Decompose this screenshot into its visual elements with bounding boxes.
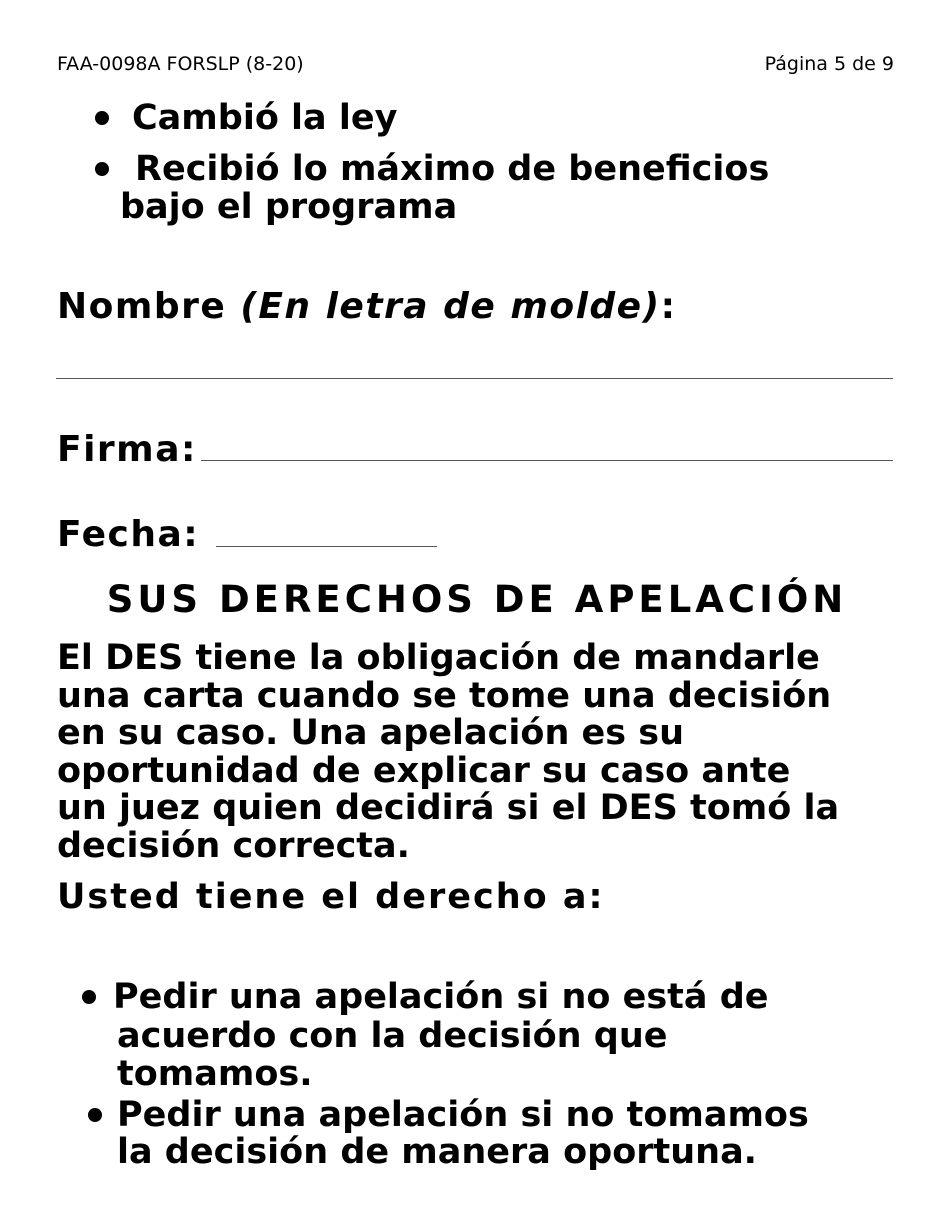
bullet-icon: [95, 111, 109, 125]
paragraph-line: El DES tiene la obligación de mandarle: [57, 638, 820, 678]
name-field-line[interactable]: [56, 378, 893, 379]
name-hint: (En letra de molde): [240, 286, 661, 327]
appeal-paragraph: [57, 640, 839, 865]
paragraph-line: en su caso. Una apelación es su: [57, 713, 685, 753]
name-label-text: Nombre: [57, 286, 241, 327]
list-item-text: Pedir una apelación si no tomamos: [117, 1095, 809, 1135]
list-item-text: bajo el programa: [120, 187, 458, 227]
signature-field-line[interactable]: [201, 460, 893, 461]
date-label: Fecha:: [57, 514, 200, 555]
list-item-text: Cambió la ley: [132, 98, 398, 138]
page-number: Página 5 de 9: [764, 53, 894, 75]
list-item-text: acuerdo con la decisión que: [117, 1016, 668, 1056]
list-item-text: tomamos.: [117, 1054, 313, 1094]
date-field-line[interactable]: [216, 546, 437, 547]
paragraph-line: un juez quien decidirá si el DES tomó la: [57, 788, 840, 828]
name-label: [57, 287, 676, 327]
paragraph-line: oportunidad de explicar su caso ante: [57, 750, 791, 791]
form-id: FAA-0098A FORSLP (8-20): [57, 53, 304, 75]
bullet-icon: [95, 162, 109, 176]
rights-intro: Usted tiene el derecho a:: [57, 877, 605, 917]
paragraph-line: una carta cuando se tome una decisión: [57, 675, 832, 716]
section-title: SUS DERECHOS DE APELACIÓN: [106, 578, 848, 621]
signature-label: Firma:: [57, 429, 197, 470]
list-item-text: Pedir una apelación si no está de: [113, 977, 769, 1017]
list-item-text: la decisión de manera oportuna.: [117, 1132, 757, 1172]
bullet-icon: [82, 990, 96, 1004]
list-item-text: Recibió lo máximo de beneficios: [135, 149, 770, 189]
paragraph-line: decisión correcta.: [57, 825, 410, 866]
name-colon: :: [660, 286, 677, 327]
bullet-icon: [88, 1108, 102, 1122]
